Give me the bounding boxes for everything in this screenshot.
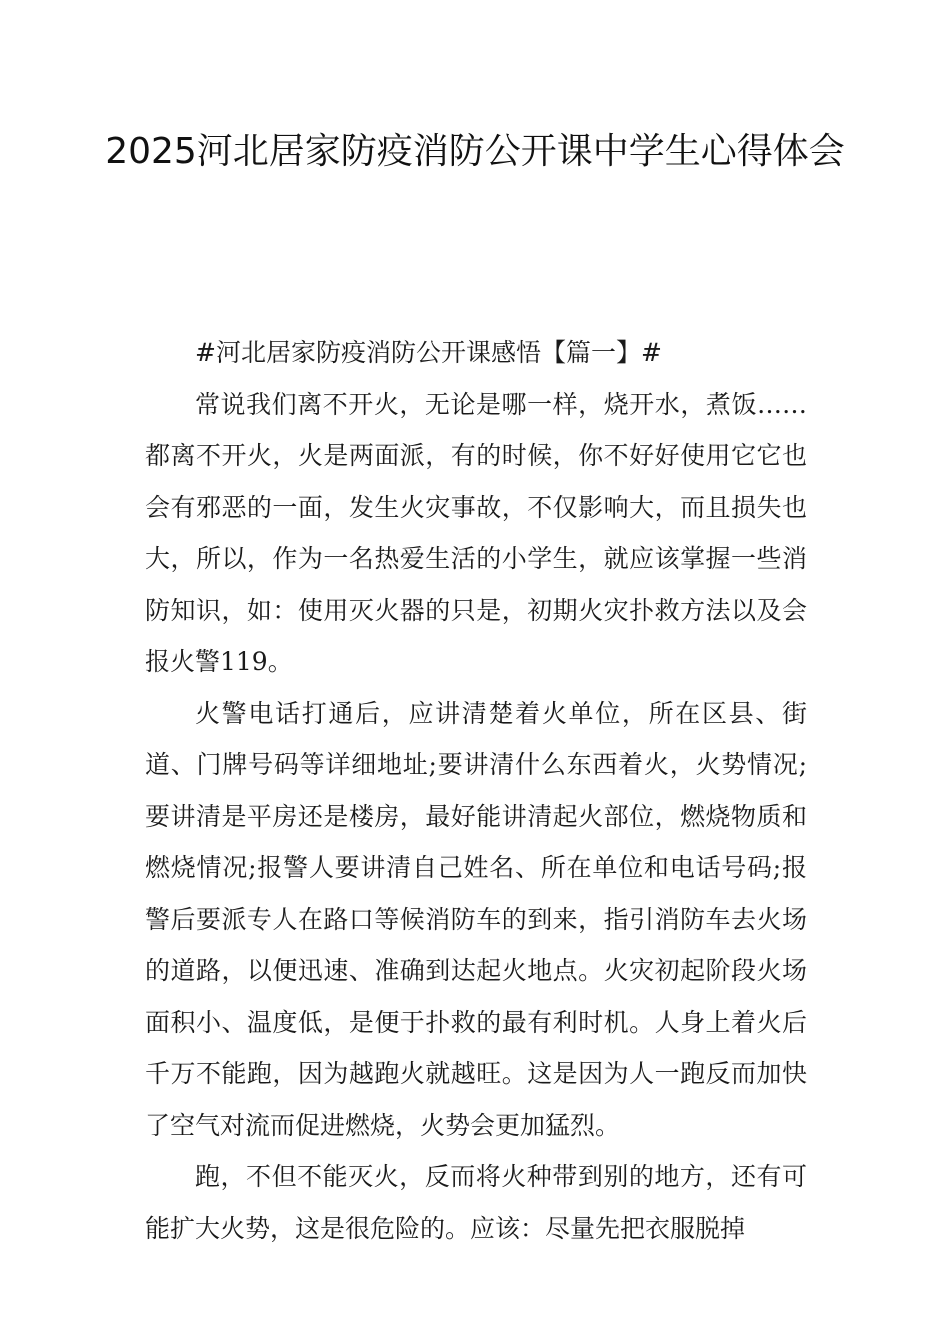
paragraph-1: 常说我们离不开火，无论是哪一样，烧开水，煮饭……都离不开火，火是两面派，有的时候，你不好好使用它它也会有邪恶的一面，发生火灾事故，不仅影响大，而且损失也大，所以，作为一名热爱生活的小学生，就应该掌握一些消防知识，如：使用灭火器的只是，初期火灾扑救方法以及会报火警119。 [145,389,807,676]
document-title: 2025河北居家防疫消防公开课中学生心得体会 [105,131,845,172]
section-heading: #河北居家防疫消防公开课感悟【篇一】# [195,338,662,367]
paragraph-3: 跑，不但不能灭火，反而将火种带到别的地方，还有可能扩大火势，这是很危险的。应该：尽量先把衣服脱掉 [145,1162,807,1243]
paragraph-2: 火警电话打通后，应讲清楚着火单位，所在区县、街道、门牌号码等详细地址;要讲清什么东西着火，火势情况;要讲清是平房还是楼房，最好能讲清起火部位，燃烧物质和燃烧情况;报警人要讲清自己姓名、所在单位和电话号码;报警后要派专人在路口等候消防车的到来，指引消防车去火场的道路，以便迅速、准确到达起火地点。火灾初起阶段火场面积小、温度低，是便于扑救的最有利时机。人身上着火后千万不能跑，因为越跑火就越旺。这是因为人一跑反而加快了空气对流而促进燃烧，火势会更加猛烈。 [145,698,807,1140]
document-body [145,327,807,1254]
